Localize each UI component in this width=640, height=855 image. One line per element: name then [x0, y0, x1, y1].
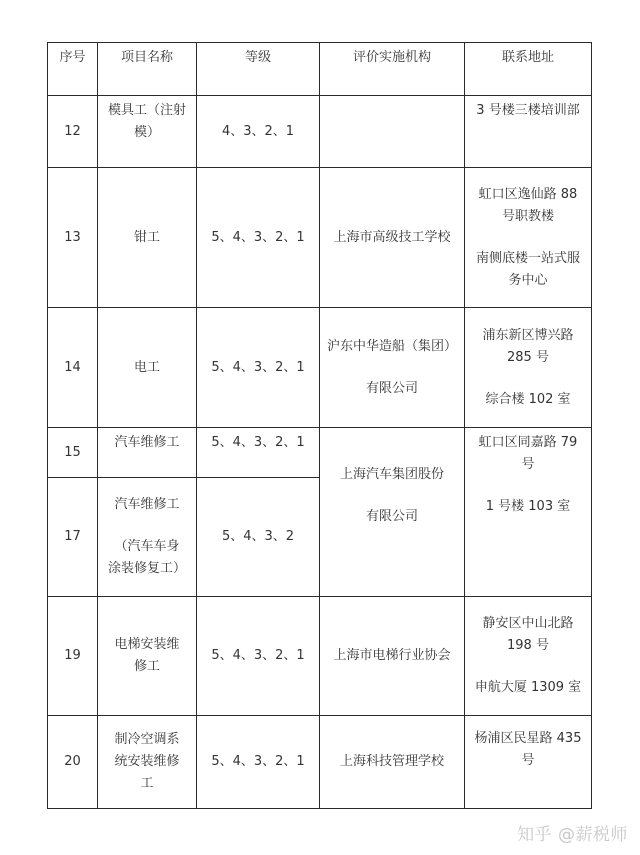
- cell-text-line: 模具工（注射: [107, 103, 186, 118]
- row-17-seq: 17: [64, 529, 81, 544]
- cell-text-line: 1 号楼 103 室: [485, 499, 571, 514]
- row-14-institution: [320, 308, 464, 427]
- cell-text-line: 南侧底楼一站式服: [475, 250, 580, 266]
- cell-text-line: 电工: [133, 359, 160, 375]
- cell-text-line: 沪东中华造船（集团）: [326, 338, 457, 354]
- row-12-address: [465, 96, 591, 167]
- row-15-17-address: [465, 428, 591, 596]
- cell-text-line: 198 号: [507, 638, 549, 653]
- row-15-17-institution: [320, 428, 464, 596]
- row-19-project: [98, 597, 196, 715]
- cell-text-line: 务中心: [508, 272, 548, 288]
- row-15-seq: 15: [64, 444, 81, 460]
- cell-text-line: 汽车维修工: [114, 435, 180, 450]
- row-19-address: [465, 597, 591, 715]
- cell-text-line: 有限公司: [365, 380, 418, 396]
- header-address: 联系地址: [501, 50, 554, 65]
- row-20-project: [98, 716, 196, 808]
- cell-text-line: 虹口区逸仙路 88: [478, 186, 578, 202]
- row-17-project: [98, 478, 196, 596]
- header-seq: 序号: [59, 50, 86, 65]
- cell-text-line: 申航大厦 1309 室: [474, 680, 582, 695]
- row-14-address: [465, 308, 591, 427]
- cell-text-line: 工: [140, 776, 154, 791]
- row-14-seq: 14: [64, 359, 81, 375]
- cell-text-line: 统安装维修: [114, 754, 180, 769]
- cell-text-line: 涂装修复工）: [107, 561, 186, 576]
- row-19-seq: 19: [64, 648, 81, 663]
- cell-text-line: 号: [521, 457, 535, 472]
- cell-text-line: 上海汽车集团股份: [339, 467, 444, 482]
- cell-text-line: 电梯安装维: [114, 637, 180, 652]
- cell-text-line: 汽车维修工: [114, 497, 180, 512]
- row-12-level: 4、3、2、1: [221, 123, 295, 139]
- cell-text-line: 上海市高级技工学校: [333, 229, 451, 245]
- cell-text-line: 有限公司: [365, 509, 418, 524]
- cell-text-line: 模）: [133, 125, 160, 140]
- row-20-address: [465, 716, 591, 808]
- row-20-institution: [320, 716, 464, 808]
- row-13-address: [465, 168, 591, 307]
- cell-text-line: 综合楼 102 室: [485, 391, 571, 407]
- cell-text-line: 285 号: [507, 349, 549, 365]
- header-project: 项目名称: [120, 50, 173, 65]
- row-14-level: 5、4、3、2、1: [211, 359, 305, 375]
- row-20-level: 5、4、3、2、1: [211, 754, 305, 769]
- row-14-project: [98, 308, 196, 427]
- row-12-project: [98, 96, 196, 167]
- cell-text-line: 浦东新区博兴路: [482, 327, 574, 343]
- table-border-right: [591, 42, 592, 809]
- watermark: 知乎 @薪税师: [517, 825, 628, 845]
- row-13-level: 5、4、3、2、1: [211, 229, 305, 245]
- row-15-project: [98, 428, 196, 477]
- cell-text-line: 上海市电梯行业协会: [333, 648, 451, 663]
- row-13-institution: [320, 168, 464, 307]
- row-12-institution: [320, 96, 464, 167]
- cell-text-line: 钳工: [133, 229, 160, 245]
- row-19-level: 5、4、3、2、1: [211, 648, 305, 663]
- cell-text-line: 静安区中山北路: [482, 616, 574, 631]
- cell-text-line: 杨浦区民星路 435: [474, 731, 582, 746]
- row-15-level: 5、4、3、2、1: [211, 435, 305, 450]
- cell-text-line: 制冷空调系: [114, 732, 180, 747]
- row-20-seq: 20: [64, 754, 81, 769]
- header-institution: 评价实施机构: [352, 50, 431, 65]
- row-13-seq: 13: [64, 229, 81, 245]
- row-17-level: 5、4、3、2: [221, 529, 295, 544]
- cell-text-line: （汽车车身: [114, 539, 180, 554]
- cell-text-line: 号职教楼: [501, 208, 554, 224]
- cell-text-line: 修工: [133, 659, 160, 674]
- header-level: 等级: [244, 50, 271, 65]
- cell-text-line: 号: [521, 753, 535, 768]
- row-13-project: [98, 168, 196, 307]
- cell-text-line: 上海科技管理学校: [339, 754, 444, 769]
- row-12-seq: 12: [64, 123, 81, 139]
- row-19-institution: [320, 597, 464, 715]
- cell-text-line: 虹口区同嘉路 79: [478, 435, 578, 450]
- cell-text-line: 3 号楼三楼培训部: [476, 103, 580, 118]
